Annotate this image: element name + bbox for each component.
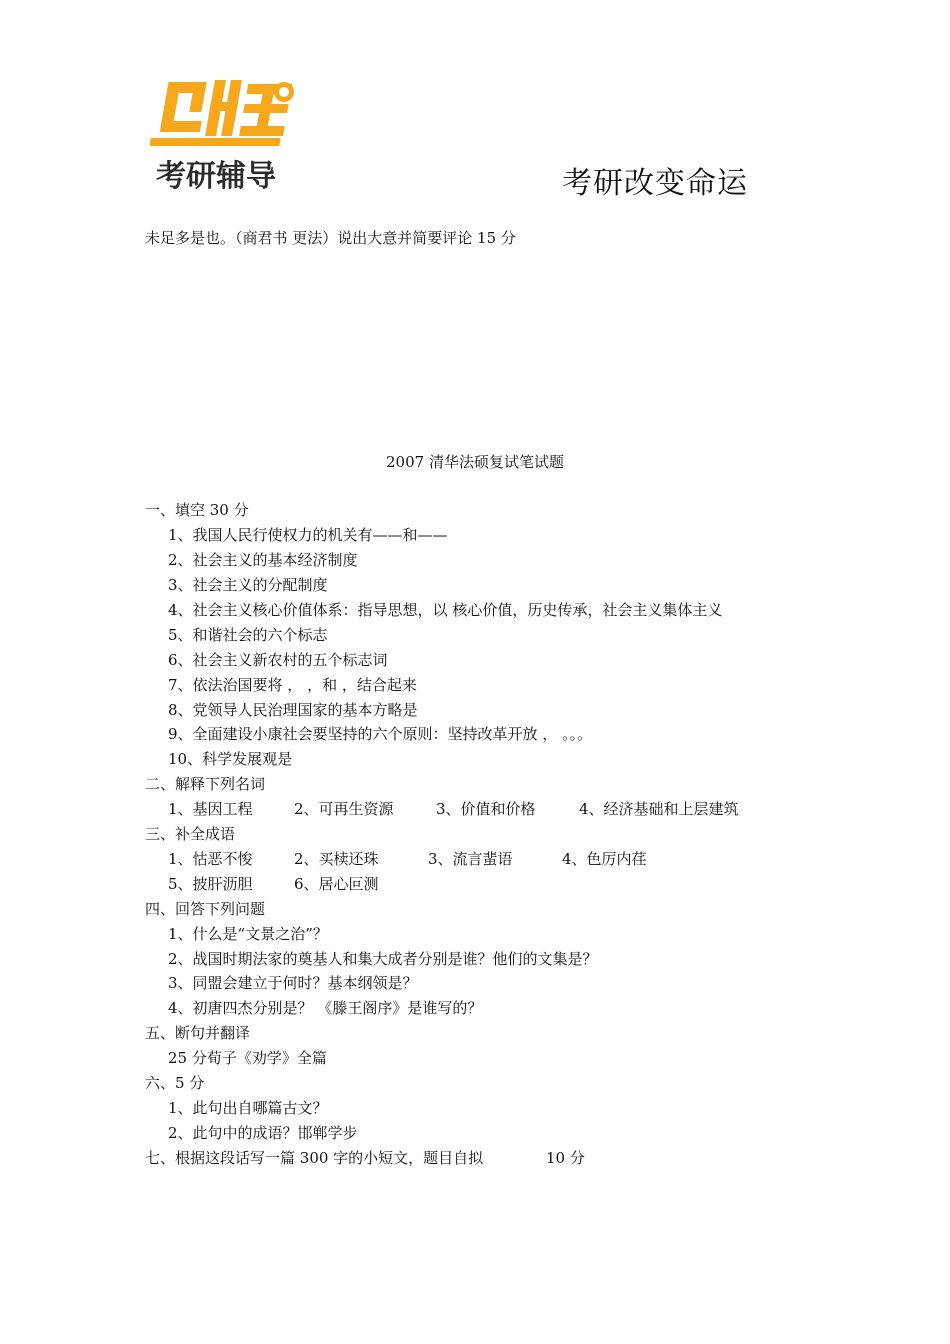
list-item: 10、科学发展观是 (168, 750, 293, 768)
section-7-text: 七、根据这段话写一篇 300 字的小短文，题目自拟 (145, 1149, 484, 1167)
slogan: 考研改变命运 (562, 166, 748, 201)
intro-line: 未足多是也。（商君书 更法）说出大意并简要评论 15 分 (145, 229, 516, 247)
list-item: 1、什么是“文景之治”？ (168, 925, 328, 943)
list-item: 3、社会主义的分配制度 (168, 576, 328, 594)
idiom-item: 4、色厉内荏 (562, 850, 647, 868)
logo-subtitle: 考研辅导 (156, 159, 276, 194)
list-item: 2、此句中的成语？邯郸学步 (168, 1124, 358, 1142)
term-item: 4、经济基础和上层建筑 (579, 800, 739, 818)
section-heading-2: 二、解释下列名词 (145, 775, 266, 793)
list-item: 2、社会主义的基本经济制度 (168, 551, 358, 569)
idiom-item: 6、居心叵测 (294, 875, 379, 893)
list-item: 3、同盟会建立于何时？基本纲领是？ (168, 974, 418, 992)
section-heading-4: 四、回答下列问题 (145, 900, 266, 918)
section-heading-3: 三、补全成语 (145, 825, 236, 843)
list-item: 25 分荀子《劝学》全篇 (168, 1049, 327, 1067)
list-item: 1、我国人民行使权力的机关有——和—— (168, 526, 448, 544)
list-item: 1、此句出自哪篇古文？ (168, 1099, 328, 1117)
idiom-item: 3、流言蜚语 (428, 850, 513, 868)
section-heading-7 (145, 1148, 585, 1168)
list-item: 2、战国时期法家的奠基人和集大成者分别是谁？他们的文集是？ (168, 950, 598, 968)
section-heading-6: 六、5 分 (145, 1074, 205, 1092)
term-item: 1、基因工程 (168, 800, 253, 818)
kaicheng-logo (150, 74, 302, 198)
idiom-item: 2、买椟还珠 (294, 850, 379, 868)
term-item: 3、价值和价格 (436, 800, 536, 818)
list-item: 7、依法治国要将 ， ，和 ，结合起来 (168, 676, 417, 694)
list-item: 4、社会主义核心价值体系：指导思想，以 核心价值，历史传承，社会主义集体主义 (168, 601, 723, 619)
idiom-item: 1、怙恶不悛 (168, 850, 253, 868)
section-heading-5: 五、断句并翻译 (145, 1024, 251, 1042)
list-item: 6、社会主义新农村的五个标志词 (168, 651, 388, 669)
list-item: 4、初唐四杰分别是？ 《滕王阁序》是谁写的？ (168, 999, 483, 1017)
list-item: 9、全面建设小康社会要坚持的六个原则：坚持改革开放 ， 。。。 (168, 725, 593, 743)
exam-title: 2007 清华法硕复试笔试题 (386, 453, 564, 471)
term-item: 2、可再生资源 (294, 800, 394, 818)
list-item: 5、和谐社会的六个标志 (168, 626, 328, 644)
list-item: 8、党领导人民治理国家的基本方略是 (168, 701, 418, 719)
section-heading-1: 一、填空 30 分 (145, 501, 249, 519)
section-7-score: 10 分 (546, 1149, 585, 1167)
idiom-item: 5、披肝沥胆 (168, 875, 253, 893)
